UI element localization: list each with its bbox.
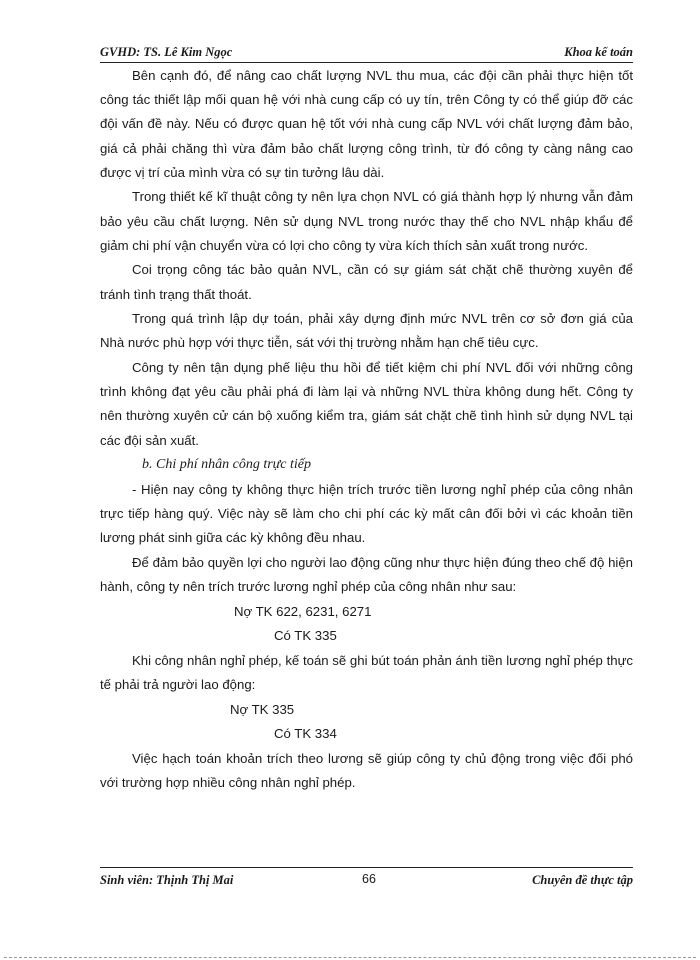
paragraph-leave-recording: Khi công nhân nghỉ phép, kế toán sẽ ghi bút toán phản ánh tiền lương nghỉ phép thực tế phải trả người lao động: bbox=[100, 652, 633, 692]
header-supervisor: GVHD: TS. Lê Kim Ngọc bbox=[100, 45, 233, 59]
page-body bbox=[100, 64, 633, 796]
paragraph-supplier-relations: Bên cạnh đó, để nâng cao chất lượng NVL thu mua, các đội cần phải thực hiện tốt công tác thiết lập mối quan hệ với nhà cung cấp có uy tín, trên Công ty có thể giúp đỡ các đội vấn đề này. Nếu có được quan hệ tốt với nhà cung cấp NVL với chất lượng đảm bảo, giá cả phải chăng thì vừa đảm bảo chất lượng công trình, từ đó công ty càng nâng cao được vị trí của mình vừa có sự tin tưởng lâu dài. bbox=[100, 68, 633, 180]
paragraph-conclusion: Việc hạch toán khoản trích theo lương sẽ giúp công ty chủ động trong việc đối phó với trường hợp nhiều công nhân nghỉ phép. bbox=[100, 750, 633, 790]
journal-entry-debit-1: Nợ TK 622, 6231, 6271 bbox=[234, 603, 372, 619]
page-number: 66 bbox=[362, 872, 376, 886]
footer-student: Sinh viên: Thịnh Thị Mai bbox=[100, 873, 234, 887]
paragraph-storage: Coi trọng công tác bảo quản NVL, cần có sự giám sát chặt chẽ thường xuyên để tránh tình trạng thất thoát. bbox=[100, 262, 633, 302]
paragraph-technical-design: Trong thiết kế kĩ thuật công ty nên lựa chọn NVL có giá thành hợp lý nhưng vẫn đảm bảo yêu cầu chất lượng. Nên sử dụng NVL trong nước thay thế cho NVL nhập khẩu để giảm chi phí vận chuyển vừa có lợi cho công ty vừa kích thích sản xuất trong nước. bbox=[100, 189, 633, 253]
journal-entry-debit-2: Nợ TK 335 bbox=[230, 701, 295, 717]
page-header bbox=[100, 42, 633, 63]
page-footer bbox=[100, 867, 633, 890]
journal-entry-credit-2: Có TK 334 bbox=[274, 726, 337, 742]
paragraph-accrual-proposal: Để đảm bảo quyền lợi cho người lao động cũng như thực hiện đúng theo chế độ hiện hành, công ty nên trích trước lương nghỉ phép của công nhân như sau: bbox=[100, 554, 633, 594]
section-subheading: b. Chi phí nhân công trực tiếp bbox=[142, 457, 312, 473]
page-break-divider bbox=[4, 957, 696, 958]
header-faculty: Khoa kế toán bbox=[564, 45, 633, 59]
footer-report-type: Chuyên đề thực tập bbox=[532, 873, 633, 887]
paragraph-leave-accrual: - Hiện nay công ty không thực hiện trích trước tiền lương nghỉ phép của công nhân trực tiếp hàng quý. Việc này sẽ làm cho chi phí các kỳ mất cân đối bởi vì các khoản tiền lương phát sinh giữa các kỳ không đều nhau. bbox=[100, 481, 633, 546]
paragraph-scrap-reuse: Công ty nên tận dụng phế liệu thu hồi để tiết kiệm chi phí NVL đối với những công trình không đạt yêu cầu phải phá đi làm lại và những NVL thừa không dung hết. Công ty nên thường xuyên cử cán bộ xuống kiểm tra, giám sát chặt chẽ tình hình sử dụng NVL tại các đội sản xuất. bbox=[100, 360, 633, 448]
journal-entry-credit-1: Có TK 335 bbox=[274, 628, 337, 644]
paragraph-estimation: Trong quá trình lập dự toán, phải xây dựng định mức NVL trên cơ sở đơn giá của Nhà nước phù hợp với thực tiễn, sát với thị trường nhằm hạn chế tiêu cực. bbox=[100, 311, 633, 351]
